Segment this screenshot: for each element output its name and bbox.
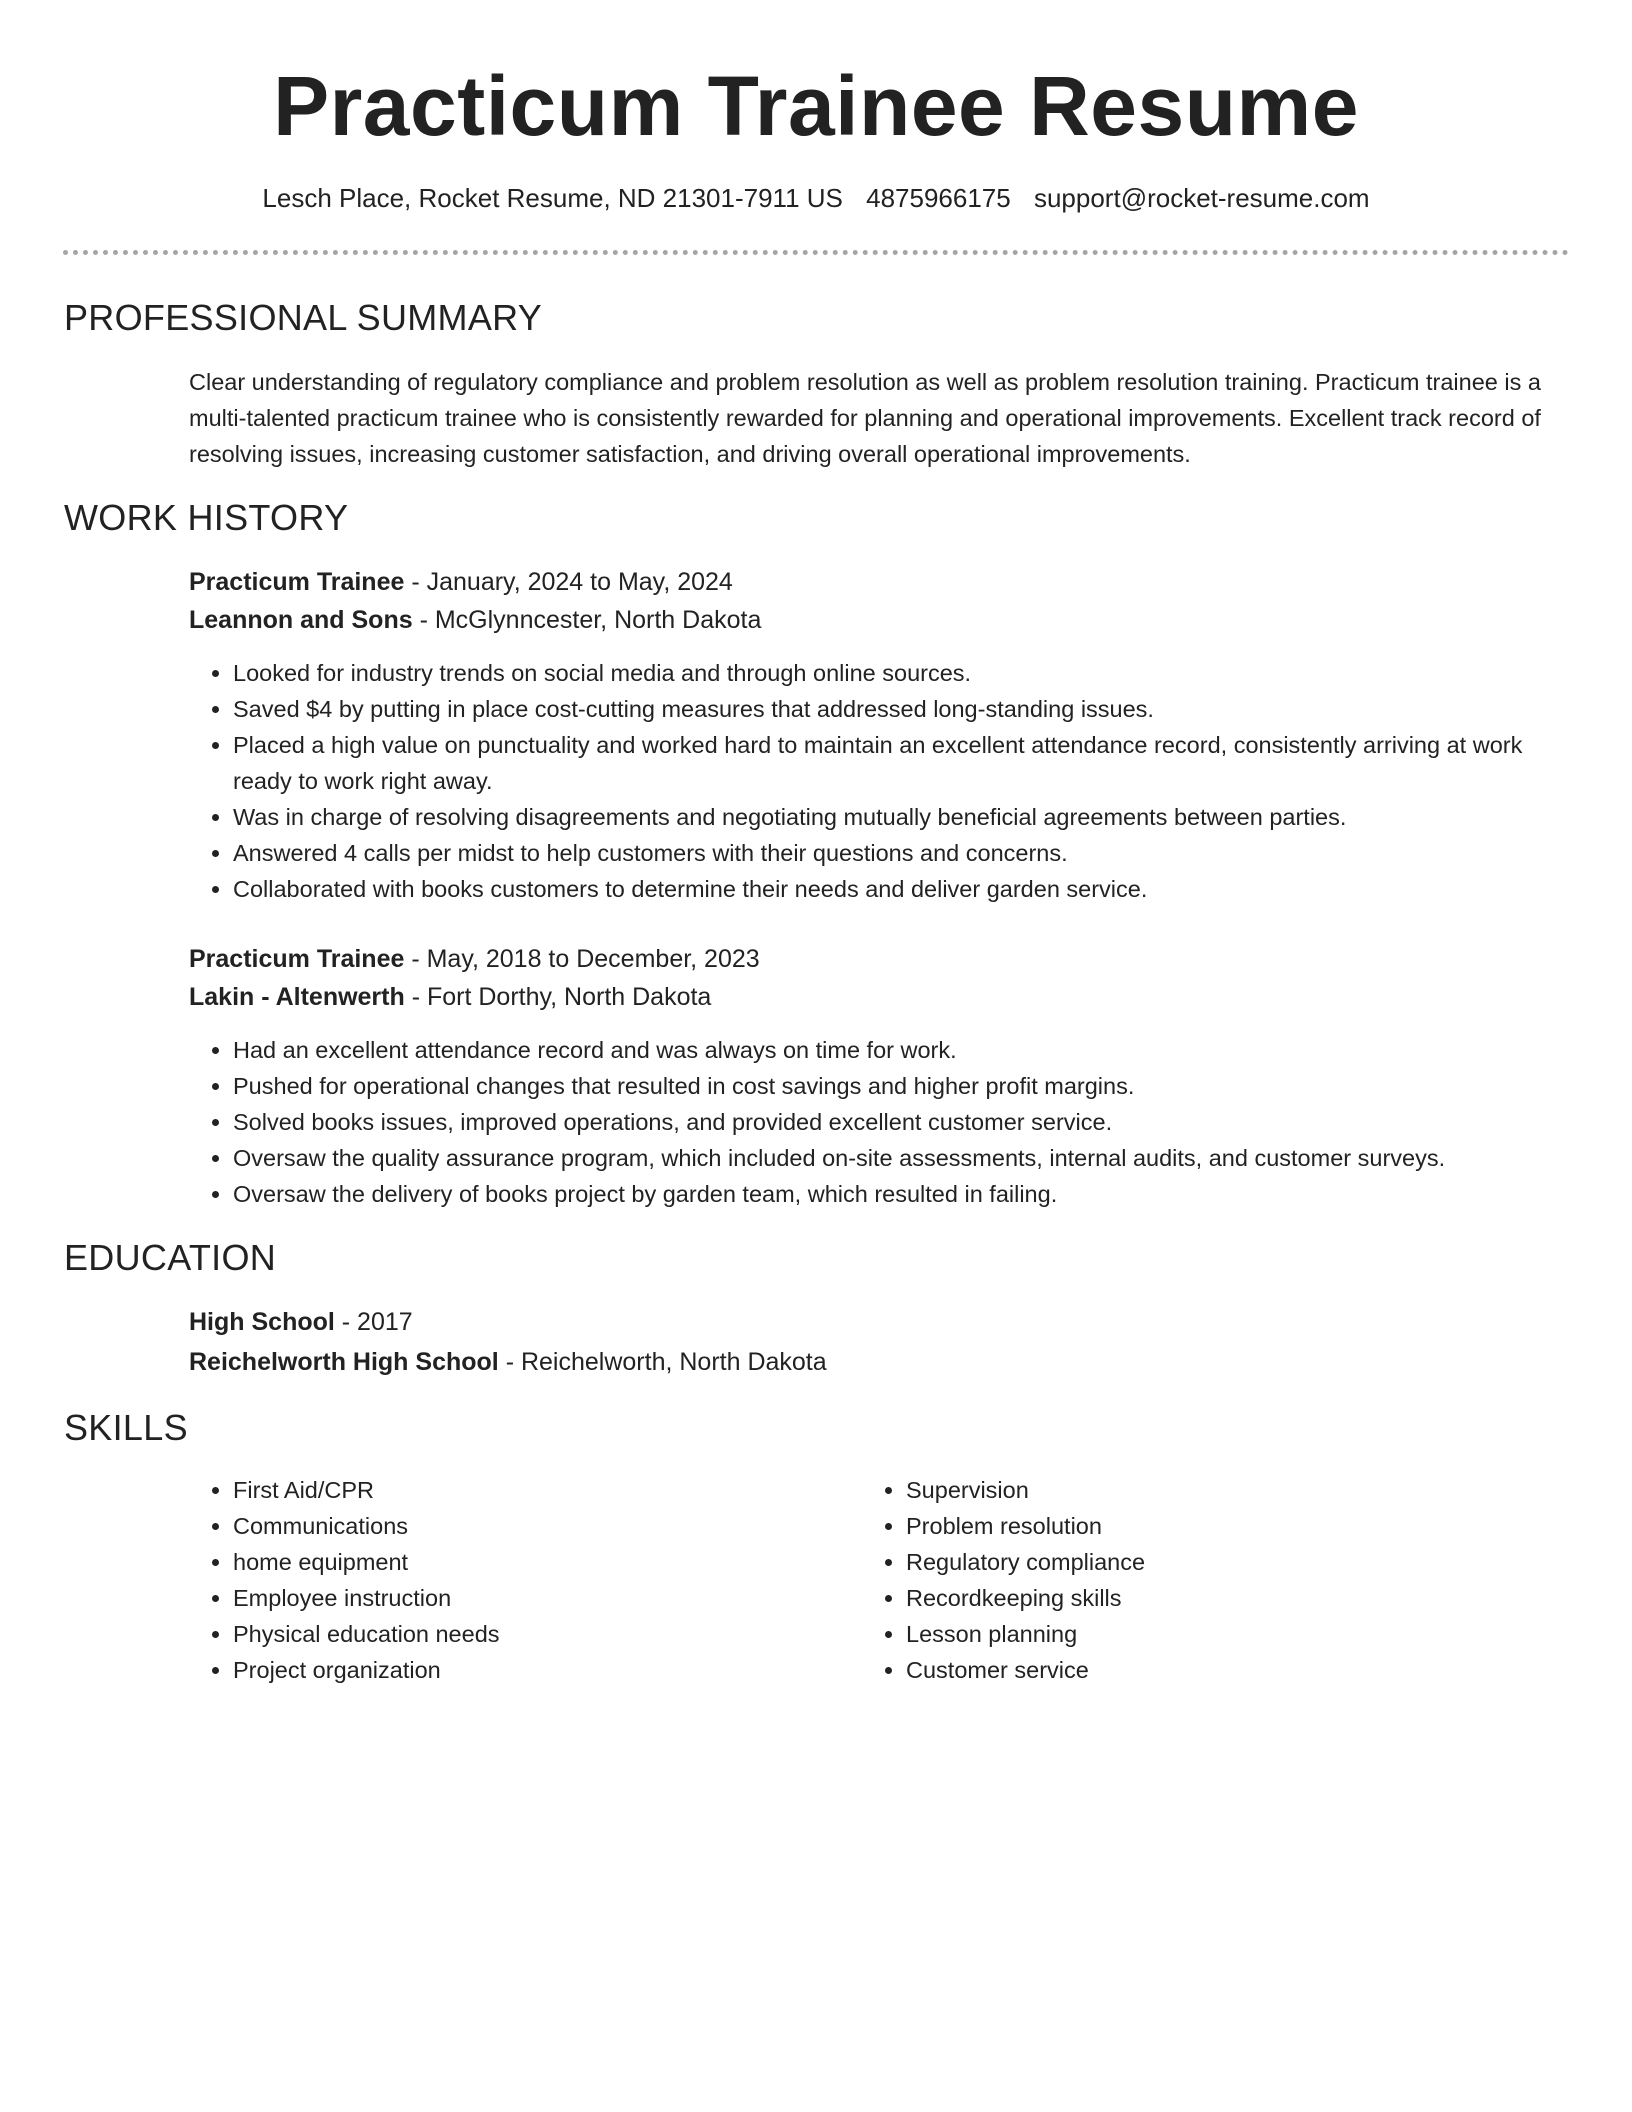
list-item: • Regulatory compliance (906, 1544, 1502, 1580)
job-company: Leannon and Sons (189, 606, 413, 634)
contact-phone: 4875966175 (866, 183, 1011, 213)
job-title-line (189, 940, 1549, 978)
list-item: • Had an excellent attendance record and was always on time for work. (233, 1032, 1549, 1068)
list-item: • Answered 4 calls per midst to help customers with their questions and concerns. (233, 835, 1549, 871)
job-bullets (189, 655, 1549, 907)
list-item: • Customer service (906, 1652, 1502, 1688)
education-heading: EDUCATION (64, 1237, 277, 1278)
skills-column-right (862, 1472, 1502, 1688)
job-dates: - January, 2024 to May, 2024 (404, 568, 733, 596)
job-title-line (189, 563, 1549, 601)
job-dates: - May, 2018 to December, 2023 (404, 945, 760, 973)
skills-column-left (189, 1472, 829, 1688)
list-item: • Physical education needs (233, 1616, 829, 1652)
summary-heading: PROFESSIONAL SUMMARY (64, 297, 543, 338)
job-title: Practicum Trainee (189, 568, 405, 596)
summary-section (189, 364, 1549, 472)
list-item: • Saved $4 by putting in place cost-cutting measures that addressed long-standing issues. (233, 691, 1549, 727)
job-location: - McGlynncester, North Dakota (412, 606, 762, 634)
contact-address: Lesch Place, Rocket Resume, ND 21301-7911 US (262, 183, 843, 213)
list-item: • Collaborated with books customers to determine their needs and deliver garden service. (233, 871, 1549, 907)
job-title: Practicum Trainee (189, 945, 405, 973)
education-entry (189, 1302, 1549, 1382)
skills-list (189, 1472, 829, 1688)
job-entry (189, 563, 1549, 907)
education-degree: High School (189, 1308, 335, 1336)
job-company-line (189, 978, 1549, 1016)
list-item: • Pushed for operational changes that resulted in cost savings and higher profit margins. (233, 1068, 1549, 1104)
list-item: • Problem resolution (906, 1508, 1502, 1544)
list-item: • Employee instruction (233, 1580, 829, 1616)
job-company-line (189, 601, 1549, 639)
contact-line (0, 180, 1632, 216)
list-item: • Recordkeeping skills (906, 1580, 1502, 1616)
skills-heading: SKILLS (64, 1407, 188, 1448)
resume-title: Practicum Trainee Resume (273, 59, 1359, 153)
education-degree-line (189, 1302, 1549, 1342)
education-location: - Reichelworth, North Dakota (498, 1348, 827, 1376)
list-item: • Placed a high value on punctuality and worked hard to maintain an excellent attendance record, consistently arriving at work ready to work right away. (233, 727, 1549, 799)
list-item: • Oversaw the quality assurance program, which included on-site assessments, internal audits, and customer surveys. (233, 1140, 1549, 1176)
list-item: • Was in charge of resolving disagreements and negotiating mutually beneficial agreements between parties. (233, 799, 1549, 835)
list-item: • Oversaw the delivery of books project by garden team, which resulted in failing. (233, 1176, 1549, 1212)
job-company: Lakin - Altenwerth (189, 983, 405, 1011)
list-item: • Project organization (233, 1652, 829, 1688)
job-entry (189, 940, 1549, 1212)
job-bullets (189, 1032, 1549, 1212)
education-year: - 2017 (334, 1308, 413, 1336)
work-history-heading: WORK HISTORY (64, 497, 349, 538)
list-item: • home equipment (233, 1544, 829, 1580)
list-item: • Supervision (906, 1472, 1502, 1508)
header-divider (63, 250, 1569, 255)
summary-text: Clear understanding of regulatory compliance and problem resolution as well as problem resolution training. Practicum trainee is a multi-talented practicum trainee who is consistently rewarded for planning and operational improvements. Excellent track record of resolving issues, increasing customer satisfaction, and driving overall operational improvements. (189, 369, 1541, 467)
contact-email: support@rocket-resume.com (1033, 183, 1370, 213)
skills-list (862, 1472, 1502, 1688)
education-school-line (189, 1342, 1549, 1382)
list-item: • Communications (233, 1508, 829, 1544)
list-item: • Solved books issues, improved operations, and provided excellent customer service. (233, 1104, 1549, 1140)
list-item: • First Aid/CPR (233, 1472, 829, 1508)
list-item: • Lesson planning (906, 1616, 1502, 1652)
education-school: Reichelworth High School (189, 1348, 499, 1376)
list-item: • Looked for industry trends on social media and through online sources. (233, 655, 1549, 691)
job-location: - Fort Dorthy, North Dakota (404, 983, 712, 1011)
